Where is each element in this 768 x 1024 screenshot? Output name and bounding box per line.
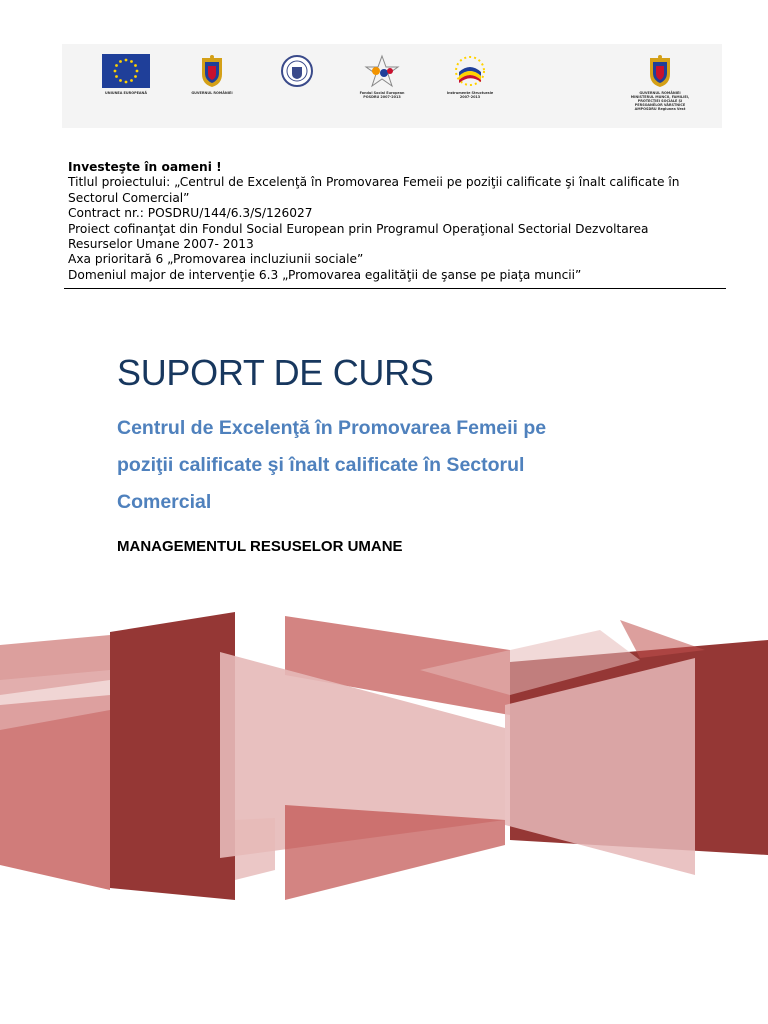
subtitle-line1: Centrul de Excelenţă în Promovarea Femeii pe: [117, 417, 547, 439]
contract-number: Contract nr.: POSDRU/144/6.3/S/126027: [68, 206, 313, 221]
priority-axis: Axa prioritară 6 „Promovarea incluziunii sociale”: [68, 252, 364, 267]
shape-center-bottom: [285, 805, 505, 900]
cover-title: SUPORT DE CURS: [117, 352, 434, 393]
eu-logo: [96, 54, 156, 95]
logo-caption: Fondul Social European POSDRU 2007-2013: [359, 91, 405, 99]
government-logo: [182, 54, 242, 95]
ministry-logo: [630, 54, 690, 111]
logo-caption: GUVERNUL ROMÂNIEI: [191, 91, 233, 95]
module-title: MANAGEMENTUL RESUSELOR UMANE: [117, 538, 403, 555]
slogan: Investeşte în oameni !: [68, 160, 222, 174]
logo-caption: Instrumente Structurale 2007-2013: [446, 91, 494, 99]
project-title-line2: Sectorul Comercial”: [68, 190, 190, 205]
structural-logo: [440, 54, 500, 99]
decorative-shapes: [0, 600, 768, 920]
project-info: [68, 160, 718, 283]
cover-subtitle: [117, 410, 637, 521]
subtitle-line3: Comercial: [117, 491, 212, 513]
subtitle-line2: poziţii calificate şi înalt calificate în Sectorul: [117, 454, 525, 476]
logo-caption: UNIUNEA EUROPEANĂ: [104, 91, 147, 95]
intervention-domain: Domeniul major de intervenţie 6.3 „Promovarea egalităţii de şanse pe piaţa muncii”: [68, 267, 582, 282]
ministry-arms-icon: [647, 54, 673, 88]
project-title-line1: Titlul proiectului: „Centrul de Excelenţă în Promovarea Femeii pe poziţii calificate şi înalt calificate în: [68, 175, 680, 190]
logo-band: [62, 44, 722, 128]
eu-flag-icon: [102, 54, 150, 88]
shape-left-dark: [110, 612, 235, 900]
structural-instruments-icon: [453, 54, 487, 88]
cofinance-line1: Proiect cofinanţat din Fondul Social European prin Programul Operaţional Sectorial Dezvoltarea: [68, 221, 649, 236]
header-divider: [64, 288, 726, 289]
logo-caption: GUVERNUL ROMÂNIEI MINISTERUL MUNCII, FAMILIEI, PROTECŢIEI SOCIALE ŞI PERSOANELOR VÂRSTNICE AMPOSDRU Regiunea Vest: [630, 91, 690, 111]
cofinance-line2: Resurselor Umane 2007- 2013: [68, 237, 254, 252]
coat-of-arms-icon: [199, 54, 225, 88]
fse-logo: [352, 54, 412, 99]
round-seal-icon: [280, 54, 314, 88]
seal-logo: [267, 54, 327, 91]
fse-logo-icon: [364, 54, 400, 88]
shape-center-light: [235, 818, 275, 880]
